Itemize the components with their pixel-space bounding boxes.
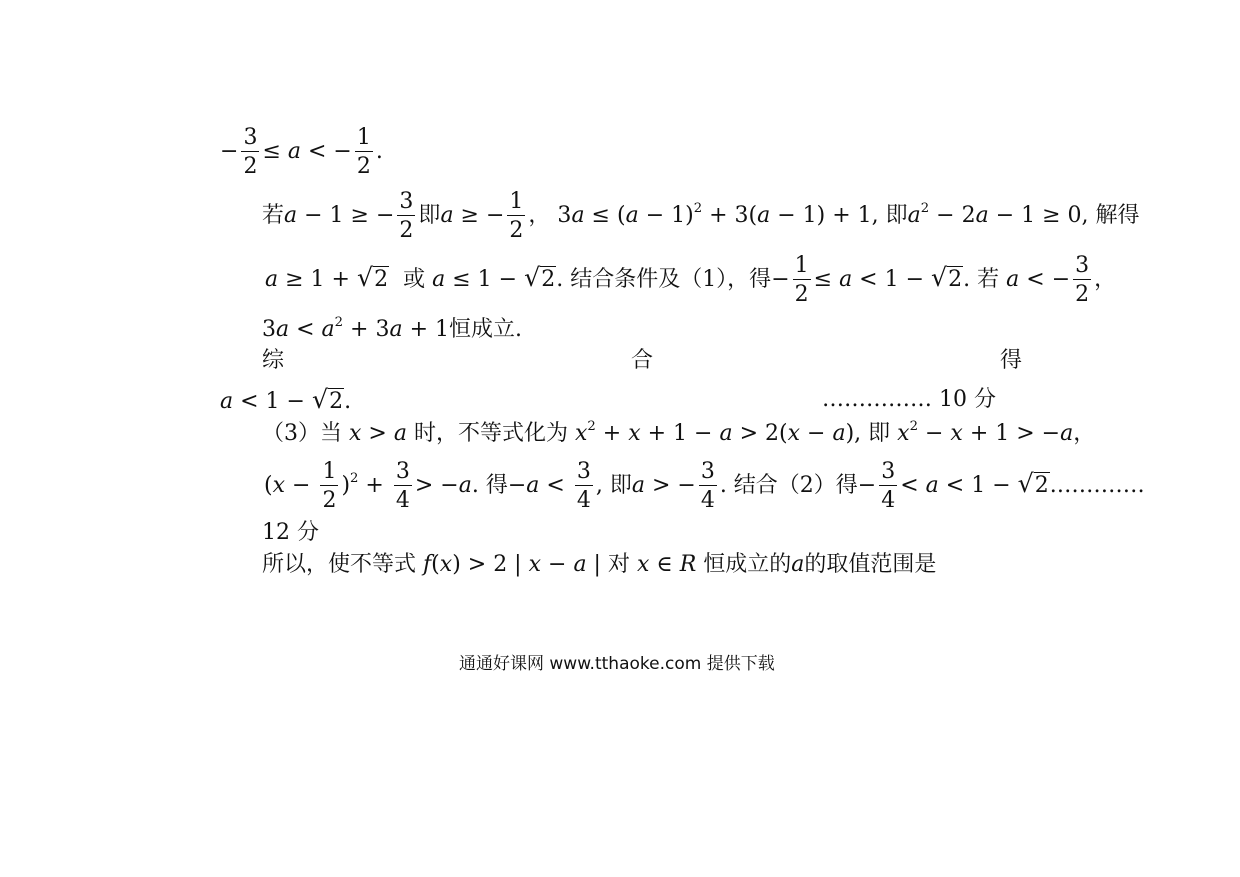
line-5-word-2: 合 [631,348,654,373]
line-10: 所以，使不等式 f(x) > 2 | x − a | 对 x ∈ R 恒成立的a的取值范围是 [262,552,937,577]
line-5-word-1: 综 [262,348,285,373]
line-2: 若a − 1 ≥ − $\frac{3}{2}$ 即a ≥ − $\frac{1}{2}$ ， $3a \le (a - 1)^2 + 3(a - 1) + 1$, 即$a^2 - 2a - 1 \ge 0$, 解得 [262,189,1140,244]
line-1: − $\frac{3}{2}$ ≤ a < − $\frac{1}{2}$ . [220,125,383,180]
line-3: a ≥ 1 + √2 或 a ≤ 1 − √2. 结合条件及（1），得− $\frac{1}{2}$ ≤ a < 1 − √2. 若 a < − $\frac{3}{2}$ ， [265,253,1117,308]
footer-text: 通通好课网 www.tthaoke.com 提供下载 [459,654,775,674]
line-7: （3）当 x > a 时，不等式化为 $x^2 + x + 1 - a > 2(x - a)$, 即 $x^2 - x + 1 > -a$， [262,419,1096,446]
line-5-word-3: 得 [1000,348,1023,373]
line-8: (x − $\frac{1}{2}$ )$^2$ + $\frac{3}{4}$ > −a. 得−a < $\frac{3}{4}$ , 即a > − $\frac{3}{4}$ . 结合（2）得− $\frac{3}{4}$ < a < 1 − √2.………… [264,459,1145,514]
line-6-score: …………… 10 分 [822,387,996,412]
line-9: 12 分 [262,520,319,545]
line-6: a < 1 − √2. [220,385,352,414]
line-4: $3a < a^2 + 3a + 1$恒成立. [262,315,523,342]
